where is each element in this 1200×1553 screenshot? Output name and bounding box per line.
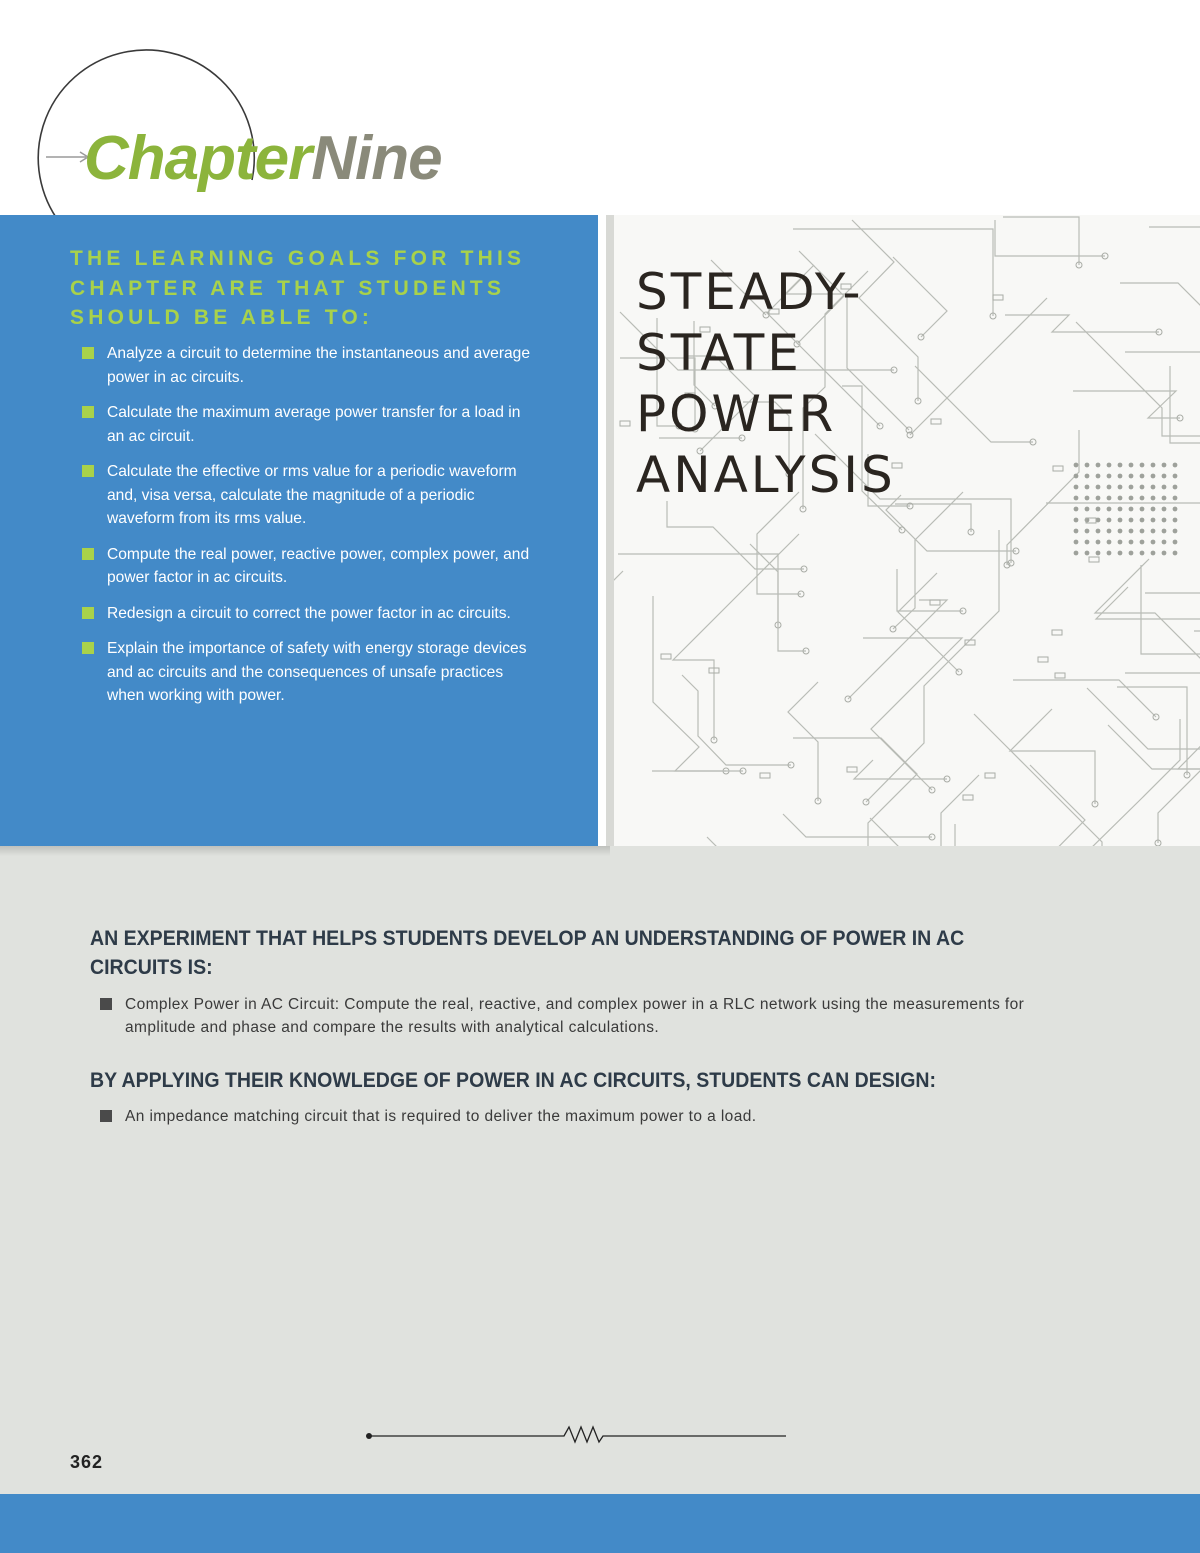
circuit-trace — [618, 554, 778, 625]
circuit-trace — [993, 295, 1003, 300]
circuit-trace — [1173, 518, 1178, 523]
chapter-title — [84, 124, 442, 193]
learning-goals-heading: THE LEARNING GOALS FOR THIS CHAPTER ARE THAT STUDENTS SHOULD BE ABLE TO: — [70, 247, 526, 329]
circuit-trace — [910, 298, 1047, 435]
circuit-trace — [1151, 540, 1156, 545]
circuit-trace — [1007, 430, 1079, 565]
circuit-trace — [1096, 551, 1101, 556]
panel-shadow — [0, 846, 610, 856]
circuit-trace — [1107, 507, 1112, 512]
circuit-trace — [1107, 518, 1112, 523]
goal-text: Analyze a circuit to determine the instantaneous and average power in ac circuits. — [107, 345, 531, 386]
circuit-trace — [667, 501, 804, 569]
circuit-trace — [1096, 587, 1200, 619]
circuit-trace — [1038, 657, 1048, 662]
circuit-trace — [1162, 518, 1167, 523]
circuit-trace — [1129, 485, 1134, 490]
design-heading: BY APPLYING THEIR KNOWLEDGE OF POWER IN AC CIRCUITS, STUDENTS CAN DESIGN: — [90, 1069, 936, 1092]
circuit-trace — [1162, 485, 1167, 490]
circuit-trace — [1140, 551, 1145, 556]
circuit-trace — [783, 814, 932, 837]
chapter-number: Nine — [311, 124, 442, 193]
circuit-trace — [1129, 518, 1134, 523]
circuit-trace — [1151, 496, 1156, 501]
circuit-trace — [1074, 496, 1079, 501]
circuit-trace — [870, 818, 910, 846]
circuit-trace — [995, 220, 1105, 256]
circuit-trace — [1129, 507, 1134, 512]
circuit-trace — [1052, 630, 1062, 635]
circuit-trace — [931, 419, 941, 424]
goal-item — [82, 602, 542, 626]
circuit-trace — [1140, 485, 1145, 490]
goal-text: Calculate the effective or rms value for a periodic waveform and, visa versa, calculate the magnitude of a periodic waveform from its rms value. — [107, 463, 517, 527]
circuit-trace — [1173, 474, 1178, 479]
circuit-trace — [1129, 529, 1134, 534]
circuit-trace — [1151, 463, 1156, 468]
circuit-trace — [1129, 540, 1134, 545]
goal-text: Redesign a circuit to correct the power factor in ac circuits. — [107, 604, 511, 622]
circuit-trace — [1129, 551, 1134, 556]
circuit-trace — [1074, 518, 1079, 523]
circuit-trace — [1173, 463, 1178, 468]
circuit-trace — [1085, 540, 1090, 545]
circuit-trace — [1096, 485, 1101, 490]
circuit-trace — [1084, 719, 1180, 846]
circuit-trace — [1162, 463, 1167, 468]
circuit-trace — [1107, 540, 1112, 545]
circuit-trace — [682, 675, 791, 765]
circuit-trace — [1118, 474, 1123, 479]
title-line: STATE — [636, 324, 802, 382]
circuit-trace — [1140, 540, 1145, 545]
circuit-trace — [1151, 507, 1156, 512]
bullet-square-icon — [82, 607, 94, 619]
circuit-trace — [1085, 496, 1090, 501]
circuit-trace — [1151, 518, 1156, 523]
circuit-trace — [1140, 463, 1145, 468]
goal-item — [82, 342, 542, 389]
circuit-trace — [1173, 485, 1178, 490]
circuit-trace — [1073, 391, 1180, 418]
circuit-trace — [1096, 496, 1101, 501]
circuit-trace — [1140, 507, 1145, 512]
goal-text: Calculate the maximum average power transfer for a load in an ac circuit. — [107, 404, 521, 445]
circuit-trace — [1053, 466, 1063, 471]
circuit-trace — [1173, 540, 1178, 545]
learning-goals-list — [82, 342, 542, 720]
goal-item — [82, 543, 542, 590]
circuit-trace — [1141, 565, 1200, 654]
circuit-trace — [1074, 463, 1079, 468]
circuit-trace — [1162, 507, 1167, 512]
circuit-trace — [793, 738, 917, 846]
circuit-trace — [930, 600, 940, 605]
circuit-trace — [895, 504, 971, 532]
circuit-trace — [985, 773, 995, 778]
circuit-trace — [915, 366, 1033, 442]
circuit-trace — [941, 775, 991, 846]
circuit-trace — [1085, 529, 1090, 534]
circuit-trace — [788, 682, 818, 801]
resistor-icon — [360, 1418, 790, 1448]
circuit-trace — [1074, 507, 1079, 512]
circuit-trace — [1140, 529, 1145, 534]
circuit-trace — [963, 795, 973, 800]
circuit-trace — [1107, 474, 1112, 479]
circuit-trace — [1085, 507, 1090, 512]
circuit-trace — [1162, 540, 1167, 545]
circuit-trace — [1118, 518, 1123, 523]
circuit-trace — [1173, 551, 1178, 556]
chapter-main-title — [636, 262, 896, 506]
circuit-trace — [1010, 709, 1095, 804]
circuit-trace — [1024, 765, 1085, 846]
circuit-trace — [1149, 227, 1200, 304]
circuit-trace — [866, 530, 999, 802]
chapter-word: Chapter — [84, 124, 312, 193]
bullet-square-icon — [82, 465, 94, 477]
circuit-trace — [1120, 283, 1200, 373]
circuit-trace — [1074, 551, 1079, 556]
circuit-trace — [893, 257, 947, 337]
circuit-trace — [1118, 496, 1123, 501]
circuit-trace — [653, 596, 743, 771]
circuit-trace — [1096, 474, 1101, 479]
circuit-trace — [1107, 485, 1112, 490]
circuit-trace — [661, 654, 671, 659]
circuit-trace — [1085, 551, 1090, 556]
circuit-trace — [1076, 322, 1200, 436]
circuit-trace — [1074, 540, 1079, 545]
circuit-trace — [1170, 366, 1200, 504]
circuit-trace — [1107, 496, 1112, 501]
chapter-circle-graphic — [0, 0, 320, 230]
bullet-square-icon — [100, 998, 112, 1010]
bullet-square-icon — [82, 642, 94, 654]
title-line: STEADY- — [636, 263, 864, 321]
circuit-trace — [1107, 551, 1112, 556]
circuit-trace — [1151, 485, 1156, 490]
bullet-square-icon — [82, 406, 94, 418]
circuit-trace — [1096, 507, 1101, 512]
goal-item — [82, 401, 542, 448]
experiment-text: Complex Power in AC Circuit: Compute the real, reactive, and complex power in a RLC network using the measurements for amplitude and phase and compare the results with analytical calculations. — [125, 996, 1025, 1036]
circuit-trace — [1074, 474, 1079, 479]
circuit-trace — [1151, 474, 1156, 479]
circuit-trace — [1162, 529, 1167, 534]
design-text: An impedance matching circuit that is required to deliver the maximum power to a load. — [125, 1108, 757, 1125]
circuit-trace — [1129, 474, 1134, 479]
goal-text: Compute the real power, reactive power, complex power, and power factor in ac circuits. — [107, 545, 530, 586]
footer-bar — [0, 1494, 1200, 1553]
circuit-trace — [1074, 529, 1079, 534]
circuit-trace — [1087, 688, 1200, 843]
goal-item — [82, 637, 542, 708]
title-line: ANALYSIS — [636, 446, 896, 504]
circuit-trace — [1096, 529, 1101, 534]
bullet-square-icon — [82, 548, 94, 560]
circuit-trace — [893, 492, 963, 629]
circuit-trace — [1096, 540, 1101, 545]
circuit-trace — [1140, 474, 1145, 479]
circuit-trace — [1118, 551, 1123, 556]
circuit-trace — [1118, 485, 1123, 490]
circuit-trace — [1118, 540, 1123, 545]
circuit-trace — [848, 600, 947, 699]
circuit-trace — [1151, 529, 1156, 534]
circuit-trace — [673, 534, 799, 740]
circuit-trace — [854, 760, 947, 779]
circuit-trace — [1173, 529, 1178, 534]
circuit-trace — [847, 767, 857, 772]
circuit-trace — [1162, 551, 1167, 556]
bullet-square-icon — [82, 347, 94, 359]
circuit-trace — [1118, 529, 1123, 534]
circuit-trace — [1162, 496, 1167, 501]
circuit-trace — [1085, 463, 1090, 468]
circuit-trace — [1118, 507, 1123, 512]
circuit-trace — [1117, 687, 1187, 775]
design-item — [100, 1105, 1095, 1128]
circuit-trace — [1085, 485, 1090, 490]
title-line: POWER — [636, 385, 837, 443]
circuit-trace — [898, 573, 959, 672]
circuit-trace — [1140, 518, 1145, 523]
circuit-trace — [1089, 557, 1099, 562]
circuit-trace — [1173, 496, 1178, 501]
circuit-trace — [1140, 496, 1145, 501]
circuit-trace — [1173, 507, 1178, 512]
circuit-trace — [1129, 496, 1134, 501]
circuit-trace — [1118, 463, 1123, 468]
experiment-heading: AN EXPERIMENT THAT HELPS STUDENTS DEVELOP AN UNDERSTANDING OF POWER IN AC CIRCUITS IS: — [90, 927, 965, 979]
circuit-trace — [1096, 463, 1101, 468]
circuit-trace — [1107, 463, 1112, 468]
circuit-trace — [1108, 725, 1200, 791]
circuit-trace — [1107, 529, 1112, 534]
circuit-trace — [1055, 673, 1065, 678]
circuit-trace — [606, 215, 614, 846]
circuit-trace — [1085, 474, 1090, 479]
circuit-trace — [620, 421, 630, 426]
goal-item — [82, 460, 542, 531]
circuit-trace — [707, 837, 785, 846]
circuit-trace — [1151, 551, 1156, 556]
circuit-trace — [757, 492, 801, 594]
circuit-trace — [1074, 485, 1079, 490]
goal-text: Explain the importance of safety with energy storage devices and ac circuits and the consequences of unsafe practices when working with power. — [107, 640, 527, 704]
circuit-trace — [1013, 680, 1156, 717]
experiment-item — [100, 993, 1095, 1039]
page-number: 362 — [70, 1452, 104, 1472]
circuit-trace — [1003, 217, 1079, 265]
bullet-square-icon — [100, 1110, 112, 1122]
circuit-trace — [974, 714, 1102, 846]
circuit-trace — [1095, 559, 1200, 767]
circuit-trace — [1129, 463, 1134, 468]
circuit-trace — [1162, 474, 1167, 479]
circuit-trace — [760, 773, 770, 778]
